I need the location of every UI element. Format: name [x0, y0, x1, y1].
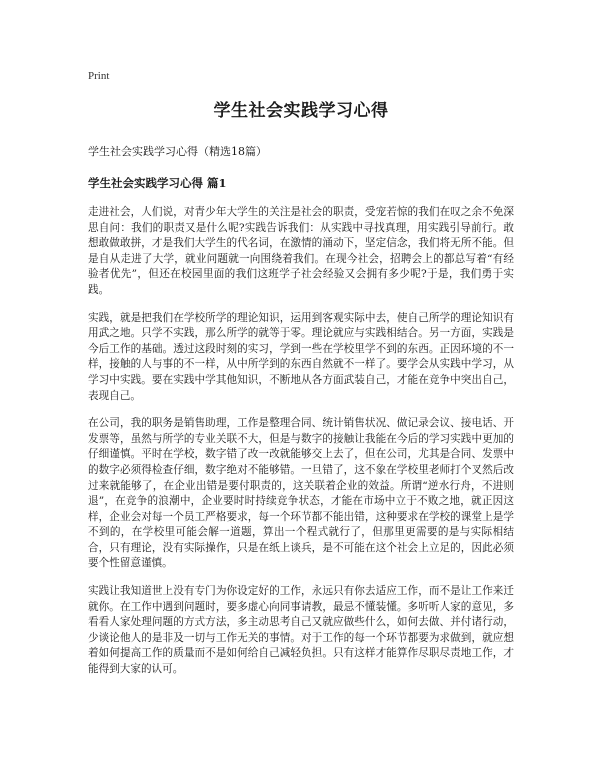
body-paragraph-4: 实践让我知道世上没有专门为你设定好的工作，永远只有你去适应工作，而不是让工作来迁就你。在工作中遇到问题时，要多虚心向同事请教，最忌不懂装懂。多听听人家的意见，多看看人家处理问题的方式方法，多主动思考自己又就应做些什么，如何去做、并付诸行动，少谈论他人的是非及一切与工作无关的事情。对于工作的每一个环节都要为求做到，就应想着如何提高工作的质量而不是如何给自己减轻负担。只有这样才能算作尽职尽责地工作，才能得到大家的认可。: [88, 585, 514, 676]
page-title: 学生社会实践学习心得: [213, 101, 389, 121]
body-paragraph-1: 走进社会，人们说，对青少年大学生的关注是社会的职责，受宠若惊的我们在叹之余不免深思自问：我们的职责又是什么呢?实践告诉我们：从实践中寻找真理，用实践引导前行。敢想敢做敢拼，才是我们大学生的代名词，在激情的涌动下，坚定信念，我们将无所不能。但是自从走进了大学，就业问题就一向围绕着我们。在现今社会，招聘会上的都总写着“有经验者优先”，但还在校园里面的我们这班学子社会经验又会拥有多少呢?于是，我们勇于实践。: [88, 206, 514, 296]
document-subtitle: 学生社会实践学习心得（精选18篇）: [88, 145, 267, 158]
body-paragraph-3: 在公司，我的职务是销售助理，工作是整理合同、统计销售状况、做记录会议、接电话、开发票等，虽然与所学的专业关联不大，但是与数字的接触让我能在今后的学习实践中更加的仔细谨慎。平时在学校，数字错了改一改就能够交上去了，但在公司，尤其是合同、发票中的数字必须得检查仔细，数字绝对不能够错。一旦错了，这不象在学校里老师打个叉然后改过来就能够了，在企业出错是要付职责的，这关联着企业的效益。所谓“逆水行舟，不进则退”，在竞争的浪潮中，企业要时时持续竞争状态，才能在市场中立于不败之地，就正因这样，企业会对每一个员工严格要求，每一个环节都不能出错，这种要求在学校的课堂上是学不到的，在学校里可能会解一道题，算出一个程式就行了，但那里更需要的是与实际相结合，只有理论，没有实际操作，只是在纸上谈兵，是不可能在这个社会上立足的，因此必须要个性留意谨慎。: [88, 417, 514, 570]
body-paragraph-2: 实践，就是把我们在学校所学的理论知识，运用到客观实际中去，使自己所学的理论知识有用武之地。只学不实践，那么所学的就等于零。理论就应与实践相结合。另一方面，实践是今后工作的基础。透过这段时刻的实习，学到一些在学校里学不到的东西。正因环境的不一样，接触的人与事的不一样，从中所学到的东西自然就不一样了。要学会从实践中学习，从学习中实践。要在实践中学其他知识，不断地从各方面武装自己，才能在竞争中突出自己，表现自己。: [88, 311, 514, 402]
print-label[interactable]: Print: [88, 70, 110, 82]
section-heading: 学生社会实践学习心得 篇1: [88, 176, 227, 190]
